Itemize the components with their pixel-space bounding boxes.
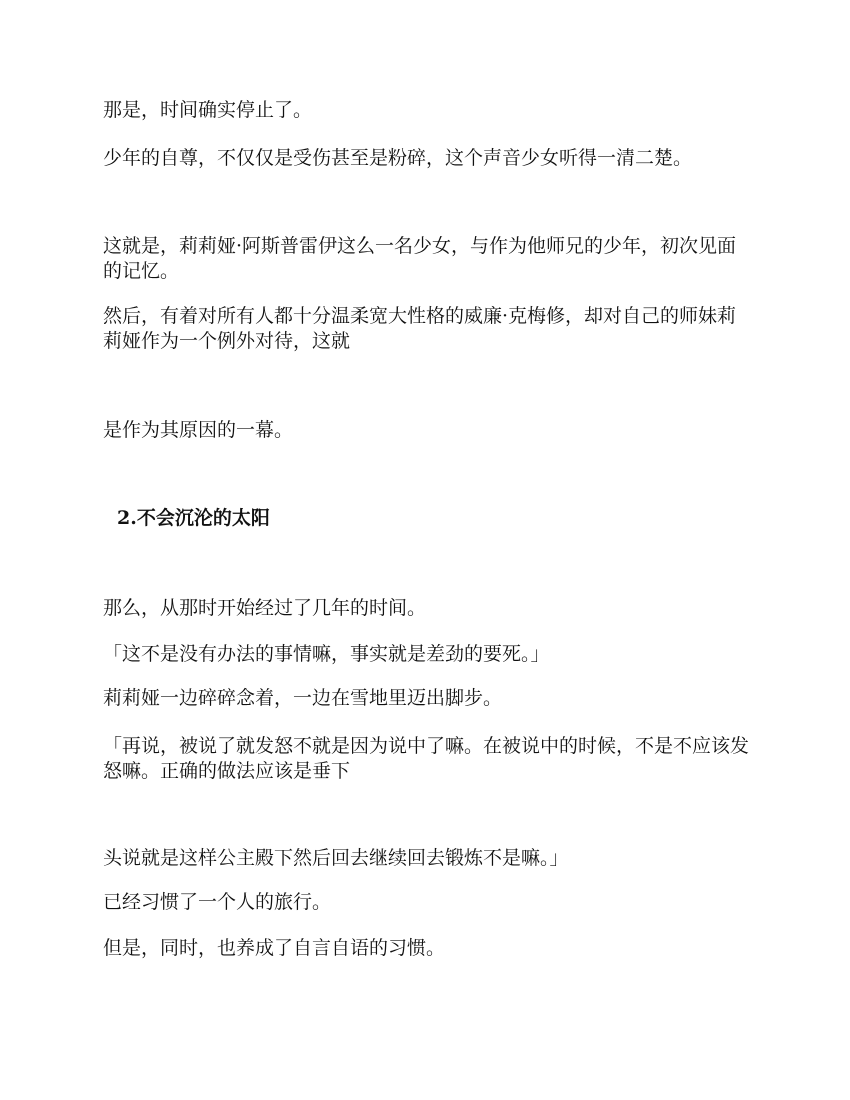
paragraph: 「这不是没有办法的事情嘛，事实就是差劲的要死。」 bbox=[103, 643, 550, 665]
paragraph: 这就是，莉莉娅·阿斯普雷伊这么一名少女，与作为他师兄的少年，初次见面的记忆。 bbox=[103, 235, 737, 282]
section-heading: 2.不会沉沦的太阳 bbox=[117, 507, 270, 529]
paragraph: 莉莉娅一边碎碎念着，一边在雪地里迈出脚步。 bbox=[103, 687, 503, 709]
paragraph: 那是，时间确实停止了。 bbox=[103, 99, 313, 121]
paragraph: 头说就是这样公主殿下然后回去继续回去锻炼不是嘛。」 bbox=[103, 847, 569, 869]
paragraph: 但是，同时，也养成了自言自语的习惯。 bbox=[103, 937, 446, 959]
paragraph: 「再说，被说了就发怒不就是因为说中了嘛。在被说中的时候，不是不应该发怒嘛。正确的做法应该是垂下 bbox=[103, 735, 750, 782]
paragraph: 已经习惯了一个人的旅行。 bbox=[103, 891, 332, 913]
paragraph: 然后，有着对所有人都十分温柔宽大性格的威廉·克梅修，却对自己的师妹莉莉娅作为一个例外对待，这就 bbox=[103, 305, 737, 352]
paragraph: 是作为其原因的一幕。 bbox=[103, 419, 294, 441]
paragraph: 少年的自尊，不仅仅是受伤甚至是粉碎，这个声音少女听得一清二楚。 bbox=[103, 147, 693, 169]
paragraph: 那么，从那时开始经过了几年的时间。 bbox=[103, 597, 427, 619]
